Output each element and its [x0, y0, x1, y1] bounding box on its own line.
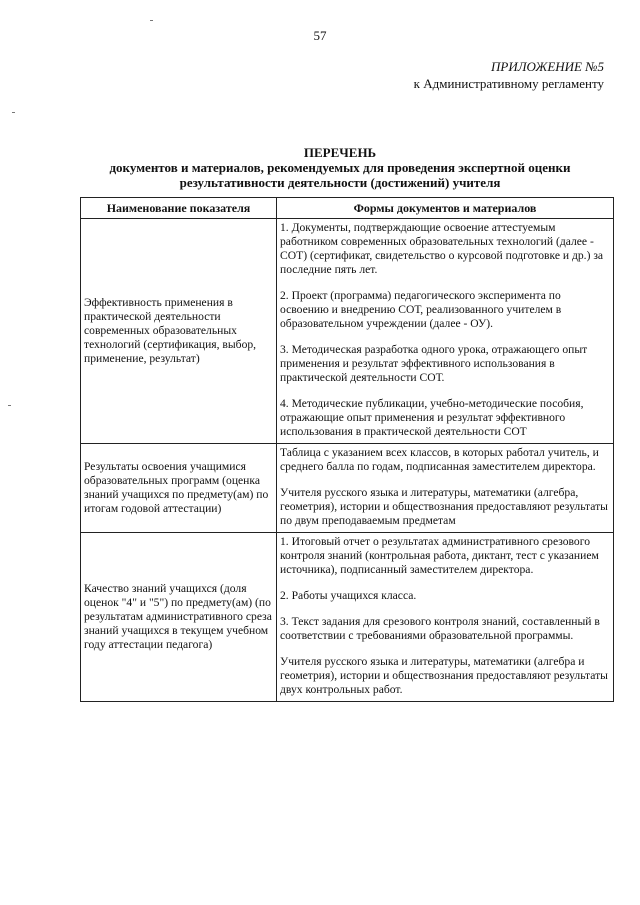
page-number: 57: [313, 28, 327, 43]
table-row: [81, 219, 614, 444]
heading-title: ПЕРЕЧЕНЬ: [303, 145, 377, 160]
table-row: [81, 533, 614, 702]
appendix-header: [414, 58, 604, 92]
form-item: Таблица с указанием всех классов, в которых работал учитель, и среднего балла по годам, подписанная заместителем директора.: [280, 446, 599, 473]
column-header-indicator: Наименование показателя: [81, 198, 277, 219]
form-item: 2. Проект (программа) педагогического эксперимента по освоению и внедрению СОТ, реализованного учителем в образовательном учреждении (далее - ОУ).: [280, 289, 562, 330]
forms-cell: [277, 219, 614, 444]
forms-cell: [277, 444, 614, 533]
indicator-cell: Эффективность применения в практической деятельности современных образовательных технологий (сертификация, выбор, применение, результат): [81, 219, 277, 444]
form-item: Учителя русского языка и литературы, математики (алгебра и геометрия), истории и обществознания предоставляют результаты двух контрольных работ.: [280, 655, 608, 696]
documents-table: [80, 197, 614, 702]
form-item: 1. Документы, подтверждающие освоение аттестуемым работником современных образовательных технологий (далее - СОТ) (сертификат, свидетельство о курсовой подготовке и др.) за последние пять лет.: [280, 221, 604, 276]
heading-line-1: документов и материалов, рекомендуемых для проведения экспертной оценки: [109, 160, 571, 175]
form-item: 3. Методическая разработка одного урока, отражающего опыт применения и результат эффективного использования в практической деятельности СОТ.: [280, 343, 588, 384]
appendix-subtitle: к Административному регламенту: [413, 76, 604, 91]
scan-speck: [150, 20, 153, 21]
appendix-title: ПРИЛОЖЕНИЕ №5: [491, 59, 604, 74]
form-item: 2. Работы учащихся класса.: [280, 589, 417, 602]
document-heading: [80, 145, 600, 190]
indicator-cell: Результаты освоения учащимися образовательных программ (оценка знаний учащихся по предмету(ам) по итогам годовой аттестации): [81, 444, 277, 533]
indicator-cell: Качество знаний учащихся (доля оценок "4" и "5") по предмету(ам) (по результатам административного среза знаний учащихся в текущем учебном году аттестации педагога): [81, 533, 277, 702]
form-item: Учителя русского языка и литературы, математики (алгебра, геометрия), истории и обществознания предоставляют результаты по двум преподаваемым предметам: [280, 486, 608, 527]
table-header-row: [81, 198, 614, 219]
scan-speck: [8, 405, 11, 406]
form-item: 4. Методические публикации, учебно-методические пособия, отражающие опыт применения и результат эффективного использования в практической деятельности СОТ: [280, 397, 584, 438]
table-row: [81, 444, 614, 533]
form-item: 3. Текст задания для срезового контроля знаний, составленный в соответствии с требованиями образовательной программы.: [280, 615, 600, 642]
column-header-forms: Формы документов и материалов: [277, 198, 614, 219]
form-item: 1. Итоговый отчет о результатах административного срезового контроля знаний (контрольная работа, диктант, тест с указанием источника), подписанный заместителем директора.: [280, 535, 599, 576]
heading-line-2: результативности деятельности (достижений) учителя: [179, 175, 501, 190]
scan-speck: [12, 112, 15, 113]
forms-cell: [277, 533, 614, 702]
